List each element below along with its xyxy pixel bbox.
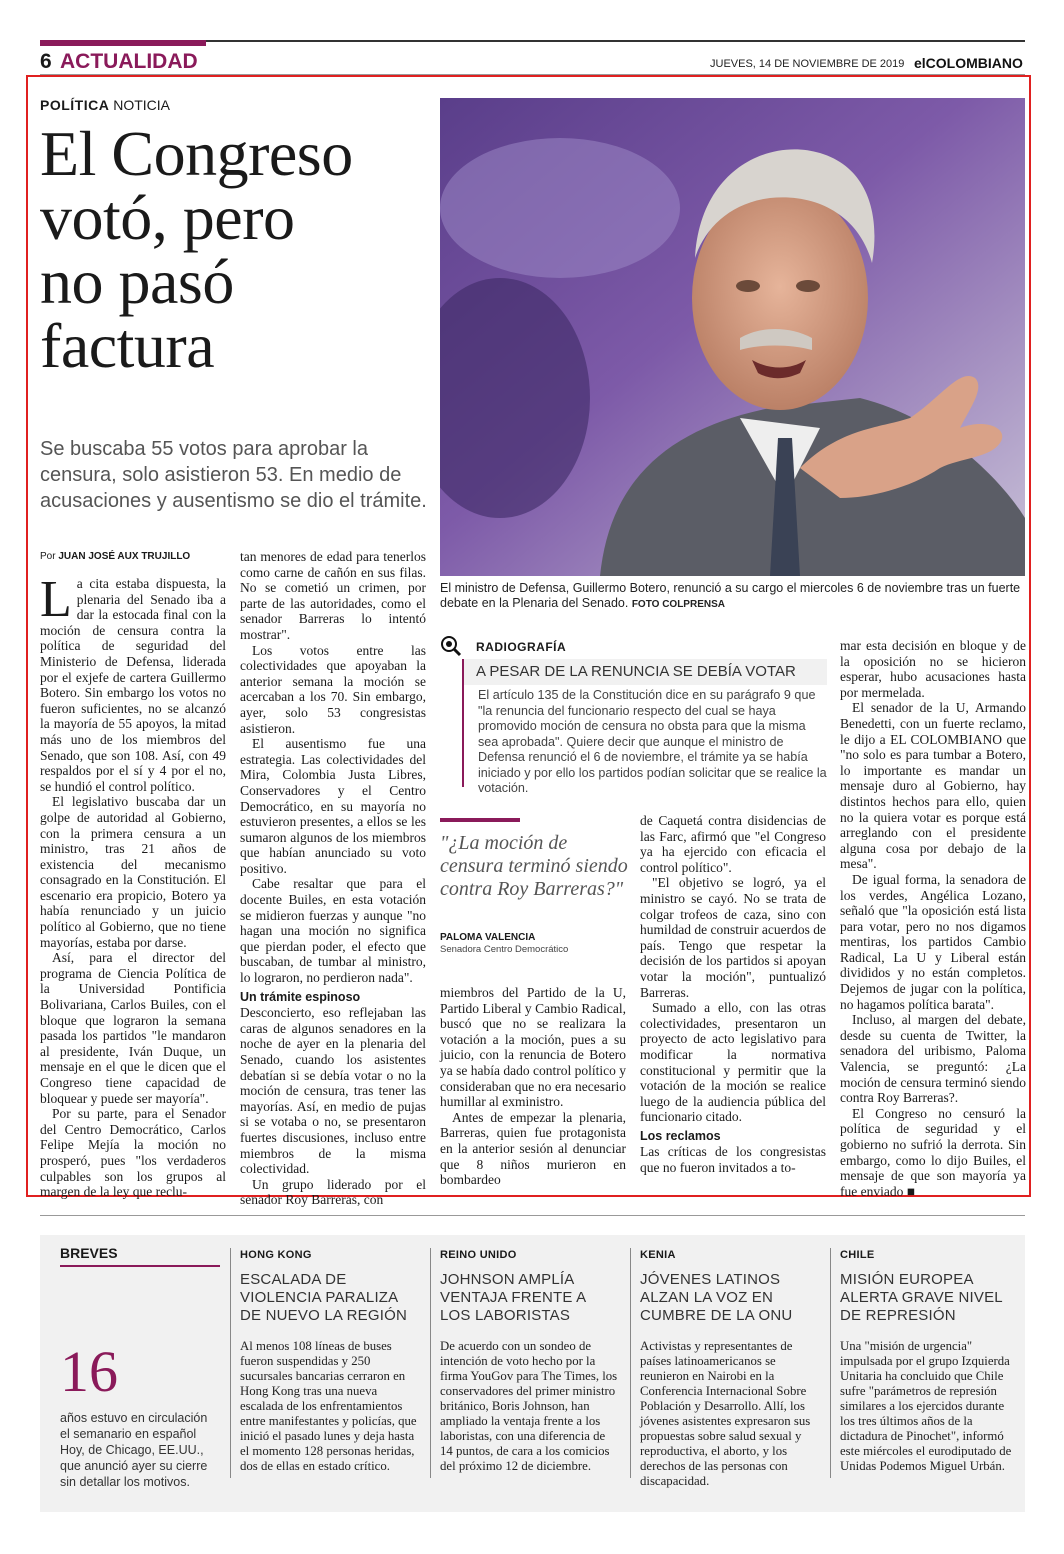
column-divider — [830, 1248, 831, 1478]
headline-line: factura — [40, 310, 215, 381]
paragraph: Antes de empezar la plenaria, Barreras, quien fue protagonista en la anterior sesión al denunciar que 8 niños murieron en bombardeo — [440, 1109, 626, 1188]
article-column-4 — [640, 813, 826, 1176]
brief-tag: HONG KONG — [240, 1249, 312, 1261]
column-divider — [430, 1248, 431, 1478]
quote-author-role: Senadora Centro Democrático — [440, 944, 569, 955]
paragraph: El senador de la U, Armando Benedetti, con un fuerte reclamo, le dijo a EL COLOMBIANO que "no solo es para tumbar a Botero, lo importante es mandar un mensaje duro al Gobierno, hay distintos hechos para ello, quien no la quiera votar es porque está arreglando con el presidente alguna cosa por debajo de la mesa". — [840, 700, 1026, 872]
article-column-1 — [40, 571, 226, 1200]
paragraph-text: a cita estaba dispuesta, la plenaria del Senado iba a dar la estocada final con la moción de censura contra la política de seguridad del Ministerio de Defensa, liderada por el exjefe de cartera Guillermo Botero. Sin embargo los votos no fueron suficientes, no se alcanzó la mayoría de 55 apoyos, la mitad más uno de los miembros del Senado, que son 108. Así, con 49 respaldos por el sí y 4 por el no, se hundió el control político. — [40, 576, 226, 794]
paragraph: tan menores de edad para tenerlos como carne de cañón en sus filas. No se cometió un crimen, por parte de las autoridades, como el senador Barreras lo intentó mostrar". — [240, 549, 426, 642]
subhead: Un trámite espinoso — [240, 989, 361, 1004]
breves-stat-number: 16 — [60, 1339, 118, 1404]
paragraph: Los votos entre las colectividades que apoyaban la anterior semana la moción se acercaban a los 70. Sin embargo, ayer, solo 53 congresistas asistieron. — [240, 642, 426, 736]
byline — [40, 551, 190, 562]
paragraph: "El objetivo se logró, ya el ministro se cayó. No se trata de colgar trofeos de caza, sino con humildad de construir acuerdos de país. Tengo que respetar la decisión de los partidos si apoyan votar la moción", puntualizó Barreras. — [640, 875, 826, 1000]
search-icon — [440, 635, 462, 657]
paragraph: El Congreso no censuró la política de seguridad y el gobierno no sufrió la derrota. Sin embargo, como lo dijo Builes, el mensaje de que son mayoría ya fue enviado ■ — [840, 1105, 1026, 1199]
paragraph: Un grupo liderado por el senador Roy Barreras, con — [240, 1176, 426, 1208]
section-title: ACTUALIDAD — [60, 50, 198, 73]
paragraph: Desconcierto, eso reflejaban las caras de algunos senadores en la noche de ayer en la plenaria del Senado, cuando los asistentes debatían si se debía votar o no la moción de censura, tras tener las mayorías. Así, en medio de pujas si se votaba o no, se presentaron fuertes discusiones, incluso entre miembros de la misma colectividad. — [240, 1005, 426, 1177]
newspaper-brand: elCOLOMBIANO — [914, 55, 1023, 71]
paragraph: Incluso, al margen del debate, desde su cuenta de Twitter, la senadora del uribismo, Paloma Valencia, se preguntó: ¿La moción de censura terminó siendo contra Roy Barreras?. — [840, 1012, 1026, 1106]
paragraph: mar esta decisión en bloque y de la oposición no se hicieron esperar, hubo acusaciones hasta por mermelada. — [840, 638, 1026, 700]
paragraph: De igual forma, la senadora de los verdes, Angélica Lozano, señaló que "la oposición está lista para votar, pero no nos digamos mentiras, los partidos Cambio Radical, La U y Liberal están divididos y no están completos. Dejemos de jugar con la política, no hagamos política barata". — [840, 871, 1026, 1012]
brief-body: Activistas y representantes de países latinoamericanos se reunieron en Nairobi en la Conferencia Internacional Sobre Población y Desarrollo. Allí, los jóvenes asistentes expresaron sus propuestas sobre salud sexual y reproductiva, el aborto, y los derechos de las personas con discapacidad. — [640, 1339, 811, 1488]
brief-tag: CHILE — [840, 1249, 875, 1261]
factbox-title: A PESAR DE LA RENUNCIA SE DEBÍA VOTAR — [462, 659, 827, 685]
brief-item-reino-unido — [440, 1249, 620, 1474]
caption-text: El ministro de Defensa, Guillermo Botero, renunció a su cargo el miercoles 6 de noviembre tras un fuerte debate en la Plenaria del Senado. — [440, 581, 1021, 610]
article-column-2 — [240, 549, 426, 1208]
column-divider — [230, 1248, 231, 1478]
pull-quote: "¿La moción de censura terminó siendo contra Roy Barreras?" — [440, 832, 628, 900]
page-number: 6 — [40, 50, 52, 73]
paragraph: Cabe resaltar que para el docente Builes, en esta votación se midieron fuerzas y aunque "no hagan una moción no significa que pierdan poder, el efecto que buscaban, de tumbar al ministro, lo lograron, no perdieron nada". — [240, 876, 426, 986]
headline-line: El Congreso — [40, 118, 353, 189]
drop-cap: L — [40, 571, 72, 628]
paragraph: El legislativo buscaba dar un golpe de autoridad al Gobierno, con la primera censura a un ministro, tras 21 años de existencia del mecanismo consagrado en la Constitución. El escenario era propicio, Botero ya había renunciado y un juicio político al Gobierno, que no tiene mayorías, estaba por darse. — [40, 794, 226, 950]
kicker-section: POLÍTICA — [40, 97, 110, 113]
headline-line: votó, pero — [40, 182, 295, 253]
article-kicker — [40, 97, 170, 113]
section-accent-bar — [40, 40, 206, 46]
issue-date: JUEVES, 14 DE NOVIEMBRE DE 2019 — [710, 58, 905, 70]
paragraph: El ausentismo fue una estrategia. Las colectividades del Mira, Colombia Justa Libres, Conservadores y el Centro Democrático, en su mayoría no estuvieron presentes, a ellos se les sumaron algunos de los miembros que habían anunciado su voto positivo. — [240, 736, 426, 876]
breves-top-rule — [40, 1215, 1025, 1216]
brief-body: Al menos 108 líneas de buses fueron suspendidas y 250 sucursales bancarias cerraron en Hong Kong tras una nueva escalada de los enfrentamientos entre manifestantes y policías, que inició el pasado lunes y deja hasta el momento 128 personas heridas, dos de ellas en estado crítico. — [240, 1339, 417, 1473]
brief-item-kenia — [640, 1249, 820, 1489]
brief-tag: KENIA — [640, 1249, 676, 1261]
kicker-type: NOTICIA — [113, 97, 171, 113]
brief-body: Una "misión de urgencia" impulsada por el grupo Izquierda Unitaria ha concluido que Chile sufre "parámetros de represión similares a los ejercidos durante los tres últimos años de la dictadura de Pinochet", informó este miércoles el eurodiputado de Unidas Podemos Miguel Urbán. — [840, 1339, 1012, 1473]
paragraph: Sumado a ello, con las otras colectividades, presentaron un proyecto de acto legislativo para modificar la normativa constitucional y permitir que la votación de la moción se realice luego de la audiencia pública del funcionario citado. — [640, 1000, 826, 1125]
column-divider — [630, 1248, 631, 1478]
quote-author: PALOMA VALENCIA — [440, 932, 536, 943]
brief-headline: ESCALADA DE VIOLENCIA PARALIZA DE NUEVO LA REGIÓN — [240, 1271, 407, 1324]
quote-accent-bar — [440, 818, 520, 822]
factbox-body: El artículo 135 de la Constitución dice en su parágrafo 9 que "la renuncia del funcionario respecto del cual se haya promovido moción de censura no obsta para que la misma sea aprobada". Quiere decir que aunque el ministro de Defensa renunció el 6 de noviembre, el trámite ya se había iniciado y por ello los partidos podían solicitar que se realice la votación. — [478, 688, 827, 795]
factbox-label: RADIOGRAFÍA — [476, 640, 567, 654]
paragraph: Por su parte, para el Senador del Centro Democrático, Carlos Felipe Mejía la moción no prosperó, pues "los verdaderos culpables son los grupos al margen de la ley que reclu- — [40, 1106, 226, 1200]
article-column-5 — [840, 638, 1026, 1199]
breves-title: BREVES — [60, 1245, 118, 1261]
article-headline — [40, 118, 420, 381]
paragraph: Las críticas de los congresistas que no fueron invitados a to- — [640, 1144, 826, 1176]
subhead: Los reclamos — [640, 1128, 721, 1143]
paragraph: miembros del Partido de la U, Partido Liberal y Cambio Radical, buscó que no se realizara la votación a la moción, pues a su juicio, con la renuncia de Botero ya se había dado control político y consideraban que no era necesario humillar al exministro. — [440, 985, 626, 1110]
brief-item-chile — [840, 1249, 1020, 1474]
photo-caption — [440, 581, 1025, 612]
breves-accent-line — [60, 1265, 220, 1267]
brief-headline: MISIÓN EUROPEA ALERTA GRAVE NIVEL DE REPRESIÓN — [840, 1271, 1003, 1324]
article-column-3 — [440, 985, 626, 1188]
brief-headline: JÓVENES LATINOS ALZAN LA VOZ EN CUMBRE DE LA ONU — [640, 1271, 793, 1324]
byline-author: JUAN JOSÉ AUX TRUJILLO — [58, 551, 191, 562]
factbox-accent-bar — [462, 659, 464, 787]
headline-line: no pasó — [40, 246, 234, 317]
article-photo — [440, 98, 1025, 576]
breves-stat-description: años estuvo en circulación el semanario en español Hoy, de Chicago, EE.UU., que anunció ayer su cierre sin detallar los motivos. — [60, 1411, 208, 1489]
paragraph: de Caquetá contra disidencias de las Farc, afirmó que "el Congreso ya ha ejercido con eficacia el control político". — [640, 813, 826, 875]
brief-item-hong-kong — [240, 1249, 420, 1474]
brief-tag: REINO UNIDO — [440, 1249, 517, 1261]
paragraph — [40, 571, 226, 794]
brief-headline: JOHNSON AMPLÍA VENTAJA FRENTE A LOS LABORISTAS — [440, 1271, 586, 1324]
article-lede: Se buscaba 55 votos para aprobar la censura, solo asistieron 53. En medio de acusaciones y ausentismo se dio el trámite. — [40, 438, 427, 512]
paragraph: Así, para el director del programa de Ciencia Política de la Universidad Pontificia Bolivariana, Carlos Builes, con el bloque que lograron la semana pasada los partidos "le mandaron al presidente, Iván Duque, un mensaje en el que le dicen que el Congreso tiene capacidad de bloquear y puede ser mayoría". — [40, 950, 226, 1106]
byline-prefix: Por — [40, 551, 56, 562]
brief-body: De acuerdo con un sondeo de intención de voto hecho por la firma YouGov para The Times, los conservadores del primer ministro británico, Boris Johnson, han ampliado la ventaja frente a los laboristas, con una diferencia de 14 puntos, de cara a los comicios del próximo 12 de diciembre. — [440, 1339, 618, 1473]
photo-credit: FOTO COLPRENSA — [631, 599, 725, 610]
